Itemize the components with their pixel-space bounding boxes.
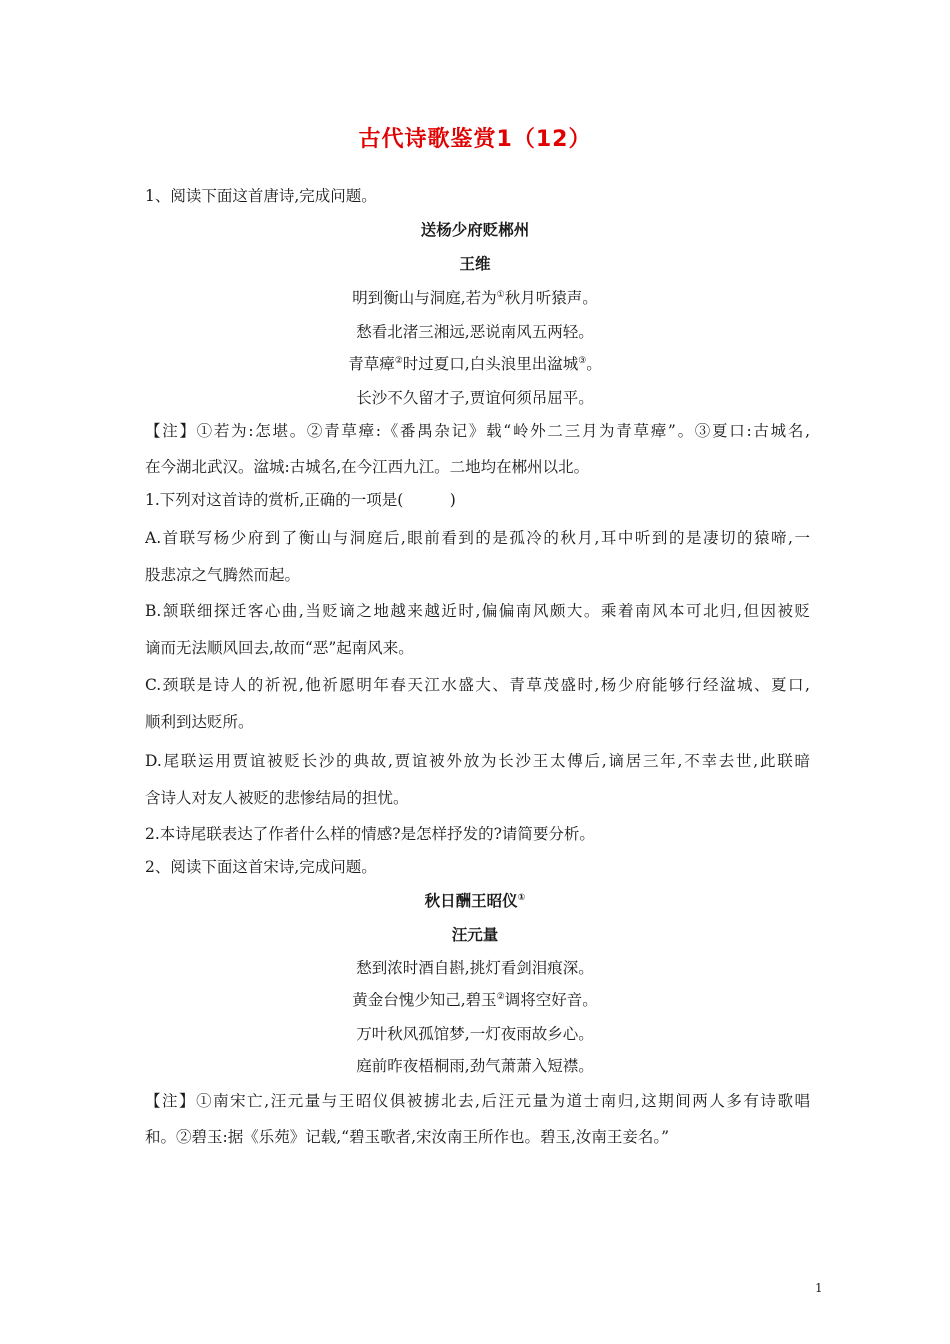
q1-poem-title: 送杨少府贬郴州: [420, 221, 530, 239]
q1-question-1: 1.下列对这首诗的赏析,正确的一项是( ): [145, 491, 456, 509]
q1-option-c-line-2: 顺利到达贬所。: [145, 713, 254, 731]
q1-option-d-line-1: D.尾联运用贾谊被贬长沙的典故,贾谊被外放为长沙王太傅后,谪居三年,不幸去世,此联暗: [145, 752, 810, 770]
q1-poem-author: 王维: [459, 255, 491, 273]
q1-question-2: 2.本诗尾联表达了作者什么样的情感?是怎样抒发的?请简要分析。: [145, 825, 595, 843]
page-title: 古代诗歌鉴赏1（12）: [358, 127, 592, 152]
q2-poem-title: 秋日酬王昭仪①: [424, 892, 526, 910]
q1-intro: 1、阅读下面这首唐诗,完成问题。: [145, 187, 377, 205]
q1-option-c-line-1: C.颈联是诗人的祈祝,他祈愿明年春天江水盛大、青草茂盛时,杨少府能够行经湓城、夏口,: [145, 676, 810, 694]
q1-poem-line: 长沙不久留才子,贾谊何须吊屈平。: [356, 389, 594, 407]
q2-poem-line: 愁到浓时酒自斟,挑灯看剑泪痕深。: [356, 959, 594, 977]
q1-note-line-1: 【注】①若为:怎堪。②青草瘴:《番禺杂记》载“岭外二三月为青草瘴”。③夏口:古城名,: [145, 422, 810, 440]
q1-poem-line: 明到衡山与洞庭,若为①秋月听猿声。: [352, 289, 598, 307]
q1-poem-line: 愁看北渚三湘远,恶说南风五两轻。: [356, 323, 594, 341]
q2-poem-line: 万叶秋风孤馆梦,一灯夜雨故乡心。: [356, 1025, 594, 1043]
q1-option-b-line-2: 谪而无法顺风回去,故而“恶”起南风来。: [145, 639, 414, 657]
q2-note-line-2: 和。②碧玉:据《乐苑》记载,“碧玉歌者,宋汝南王所作也。碧玉,汝南王妾名。”: [145, 1128, 670, 1146]
q1-option-a-line-1: A.首联写杨少府到了衡山与洞庭后,眼前看到的是孤冷的秋月,耳中听到的是凄切的猿啼,一: [145, 529, 810, 547]
q2-poem-line: 庭前昨夜梧桐雨,劲气萧萧入短襟。: [356, 1057, 594, 1075]
q1-note-line-2: 在今湖北武汉。湓城:古城名,在今江西九江。二地均在郴州以北。: [145, 458, 590, 476]
q2-poem-author: 汪元量: [451, 926, 499, 944]
q2-intro: 2、阅读下面这首宋诗,完成问题。: [145, 858, 377, 876]
page-number: 1: [815, 1281, 823, 1295]
q2-poem-line: 黄金台愧少知己,碧玉②调将空好音。: [352, 991, 598, 1009]
q1-poem-line: 青草瘴②时过夏口,白头浪里出湓城③。: [348, 355, 602, 373]
q2-note-line-1: 【注】①南宋亡,汪元量与王昭仪俱被掳北去,后汪元量为道士南归,这期间两人多有诗歌唱: [145, 1092, 810, 1110]
q1-option-b-line-1: B.颔联细探迁客心曲,当贬谪之地越来越近时,偏偏南风颇大。乘着南风本可北归,但因被贬: [145, 602, 810, 620]
q1-option-d-line-2: 含诗人对友人被贬的悲惨结局的担忧。: [145, 789, 409, 807]
q1-option-a-line-2: 股悲凉之气腾然而起。: [145, 566, 301, 584]
